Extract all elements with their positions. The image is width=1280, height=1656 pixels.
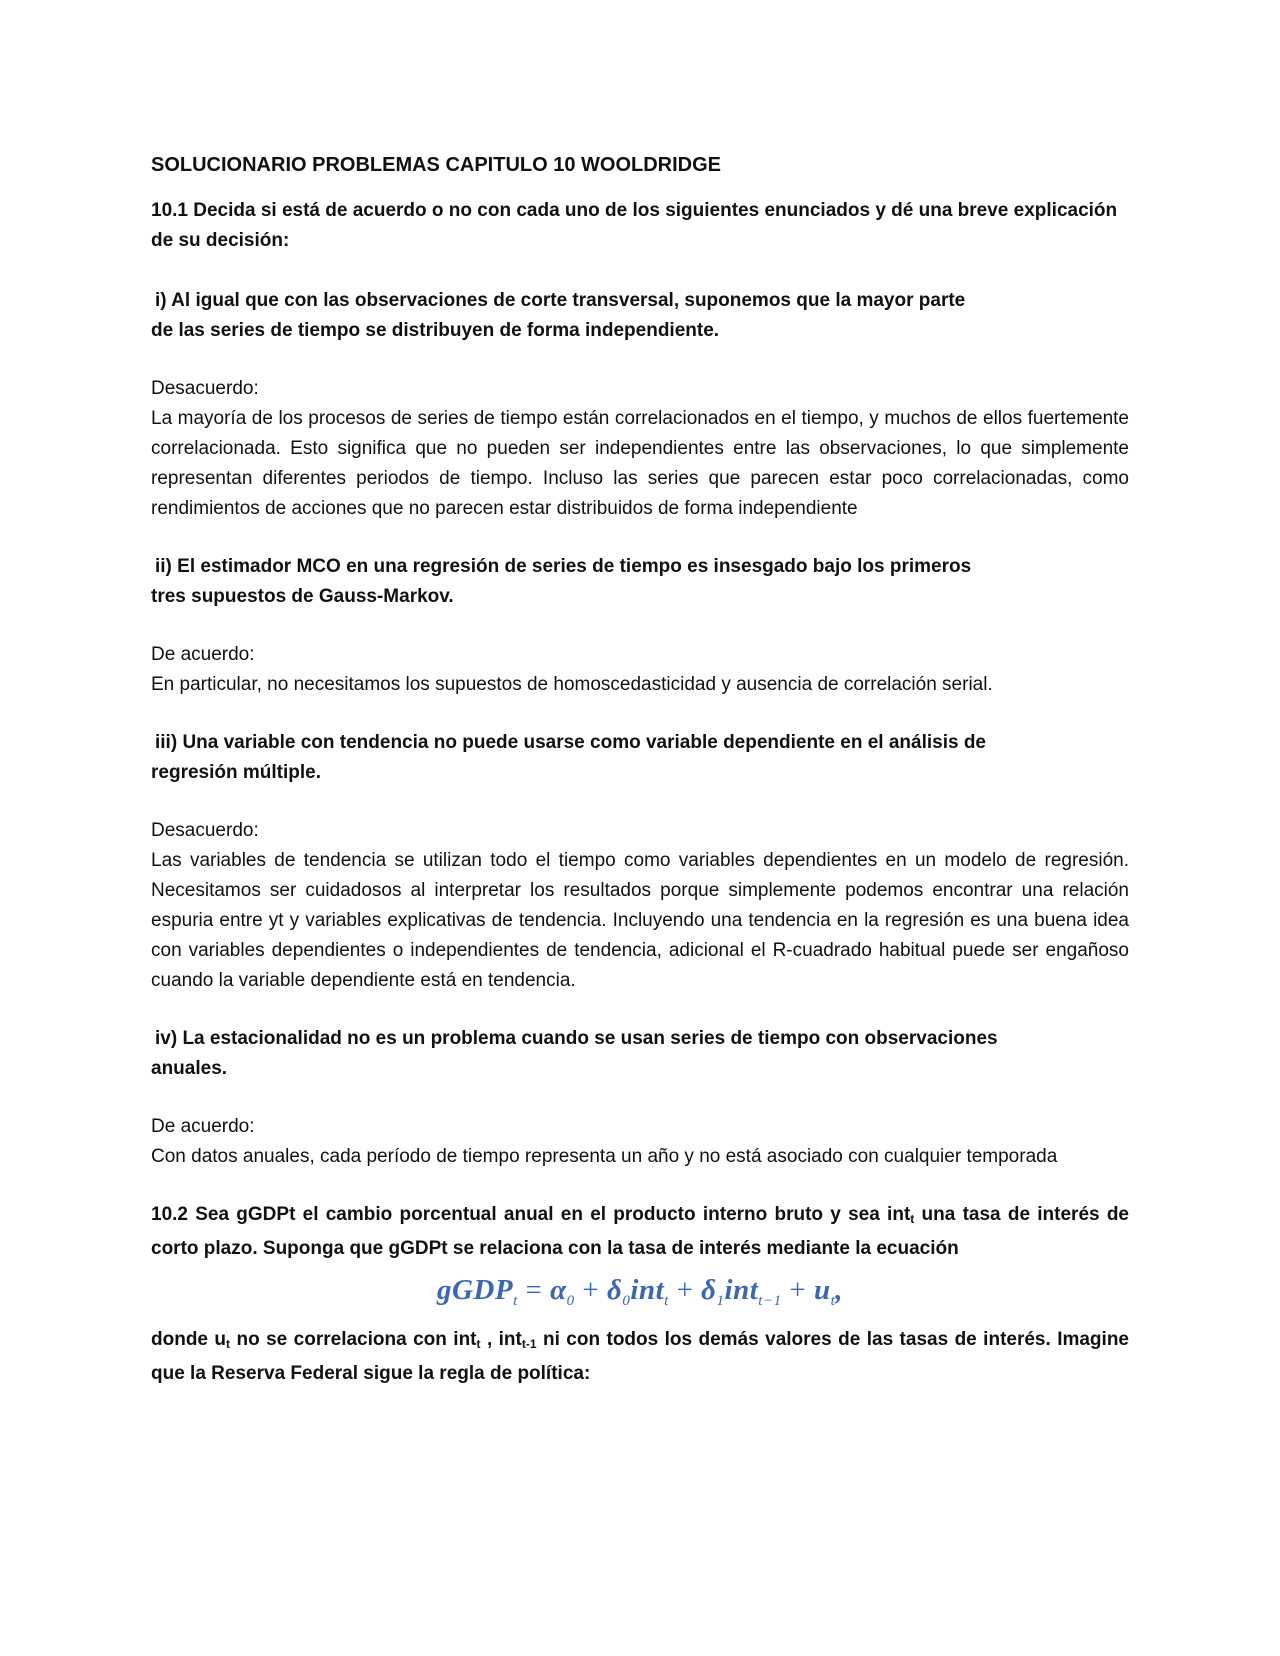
eq-int-1: int [724, 1274, 759, 1306]
spacer [151, 700, 1129, 728]
answer-iii: Las variables de tendencia se utilizan todo el tiempo como variables dependientes en un modelo de regresión. Necesitamos ser cuidadosos al interpretar los resultados porque simplemente podemos encontrar una relación espuria entre yt y variables explicativas de tendencia. Incluyendo una tendencia en la regresión es una buena idea con variables dependientes o independientes de tendencia, adicional el R-cuadrado habitual puede ser engañoso cuando la variable dependiente está en tendencia. [151, 850, 1129, 991]
question-iv-line-2: anuales. [151, 1058, 228, 1079]
eq-plus-2: + [676, 1274, 694, 1306]
eq-u: u [813, 1274, 831, 1306]
question-i-line-1: i) Al igual que con las observaciones de corte transversal, suponemos que la mayor parte [155, 290, 966, 311]
question-ii [151, 552, 1129, 612]
intro-text-b: una tasa de interés de corto plazo. Suponga que gGDPt se relaciona con la tasa de interés mediante la ecuación [151, 1204, 1129, 1259]
eq-end: , [835, 1274, 843, 1306]
eq-delta-0-sub: 0 [622, 1293, 631, 1309]
question-iii-line-1: iii) Una variable con tendencia no puede usarse como variable dependiente en el análisis de [155, 732, 986, 753]
after-text-a: donde u [151, 1329, 227, 1350]
eq-int-0-sub: t [664, 1293, 669, 1309]
problem-10-2-intro [151, 1200, 1129, 1264]
answer-i: La mayoría de los procesos de series de tiempo están correlacionados en el tiempo, y muchos de ellos fuertemente correlacionada. Esto significa que no pueden ser independientes entre las observaciones, lo que simplemente representan diferentes periodos de tiempo. Incluso las series que parecen estar poco correlacionadas, como rendimientos de acciones que no parecen estar distribuidos de forma independiente [151, 408, 1129, 519]
eq-lhs: gGDP [436, 1274, 514, 1306]
after-text-c: , int [480, 1329, 522, 1350]
gdp-equation [151, 1270, 1129, 1321]
eq-int-0: int [630, 1274, 665, 1306]
question-iii [151, 728, 1129, 788]
problem-10-2-continuation [151, 1325, 1129, 1389]
spacer [151, 788, 1129, 816]
answer-ii: En particular, no necesitamos los supuestos de homoscedasticidad y ausencia de correlación serial. [151, 674, 993, 695]
spacer [151, 1172, 1129, 1200]
verdict-iii: Desacuerdo: [151, 820, 259, 841]
spacer [151, 346, 1129, 374]
eq-delta-0: δ [607, 1274, 623, 1306]
question-i [151, 286, 1129, 346]
after-subscript-3: t-1 [521, 1337, 537, 1351]
eq-alpha: α [550, 1274, 567, 1306]
eq-lhs-sub: t [513, 1293, 518, 1309]
after-text-d: ni con todos los demás valores de las tasas de interés. Imagine que la Reserva Federal sigue la regla de política: [151, 1329, 1129, 1384]
problem-10-1-intro: 10.1 Decida si está de acuerdo o no con cada uno de los siguientes enunciados y dé una breve explicación de su decisión: [151, 200, 1118, 251]
verdict-ii: De acuerdo: [151, 644, 255, 665]
question-iii-line-2: regresión múltiple. [151, 762, 321, 783]
eq-delta-1-sub: 1 [716, 1293, 725, 1309]
after-subscript-2: t [476, 1337, 481, 1351]
after-text-b: no se correlaciona con int [230, 1329, 477, 1350]
question-iv-line-1: iv) La estacionalidad no es un problema cuando se usan series de tiempo con observaciones [155, 1028, 998, 1049]
intro-subscript-t: t [910, 1212, 915, 1226]
question-iv [151, 1024, 1129, 1084]
eq-delta-1: δ [701, 1274, 717, 1306]
question-i-line-2: de las series de tiempo se distribuyen de forma independiente. [151, 320, 720, 341]
eq-equals: = [525, 1274, 543, 1306]
verdict-i: Desacuerdo: [151, 378, 259, 399]
intro-text-a: 10.2 Sea gGDPt el cambio porcentual anual en el producto interno bruto y sea int [151, 1204, 911, 1225]
eq-int-1-sub: t−1 [758, 1293, 782, 1309]
document-title: SOLUCIONARIO PROBLEMAS CAPITULO 10 WOOLDRIDGE [151, 154, 722, 176]
spacer [151, 1084, 1129, 1112]
answer-iv: Con datos anuales, cada período de tiempo representa un año y no está asociado con cualquier temporada [151, 1146, 1058, 1167]
document-page [151, 150, 1129, 1389]
question-ii-line-1: ii) El estimador MCO en una regresión de series de tiempo es insesgado bajo los primeros [155, 556, 972, 577]
question-ii-line-2: tres supuestos de Gauss-Markov. [151, 586, 454, 607]
after-subscript-1: t [226, 1337, 231, 1351]
eq-u-sub: t [830, 1293, 836, 1309]
spacer [151, 996, 1129, 1024]
eq-alpha-sub: 0 [566, 1293, 575, 1309]
eq-plus-1: + [582, 1274, 600, 1306]
spacer [151, 612, 1129, 640]
verdict-iv: De acuerdo: [151, 1116, 255, 1137]
spacer [151, 256, 1129, 286]
eq-plus-3: + [789, 1274, 807, 1306]
spacer [151, 524, 1129, 552]
